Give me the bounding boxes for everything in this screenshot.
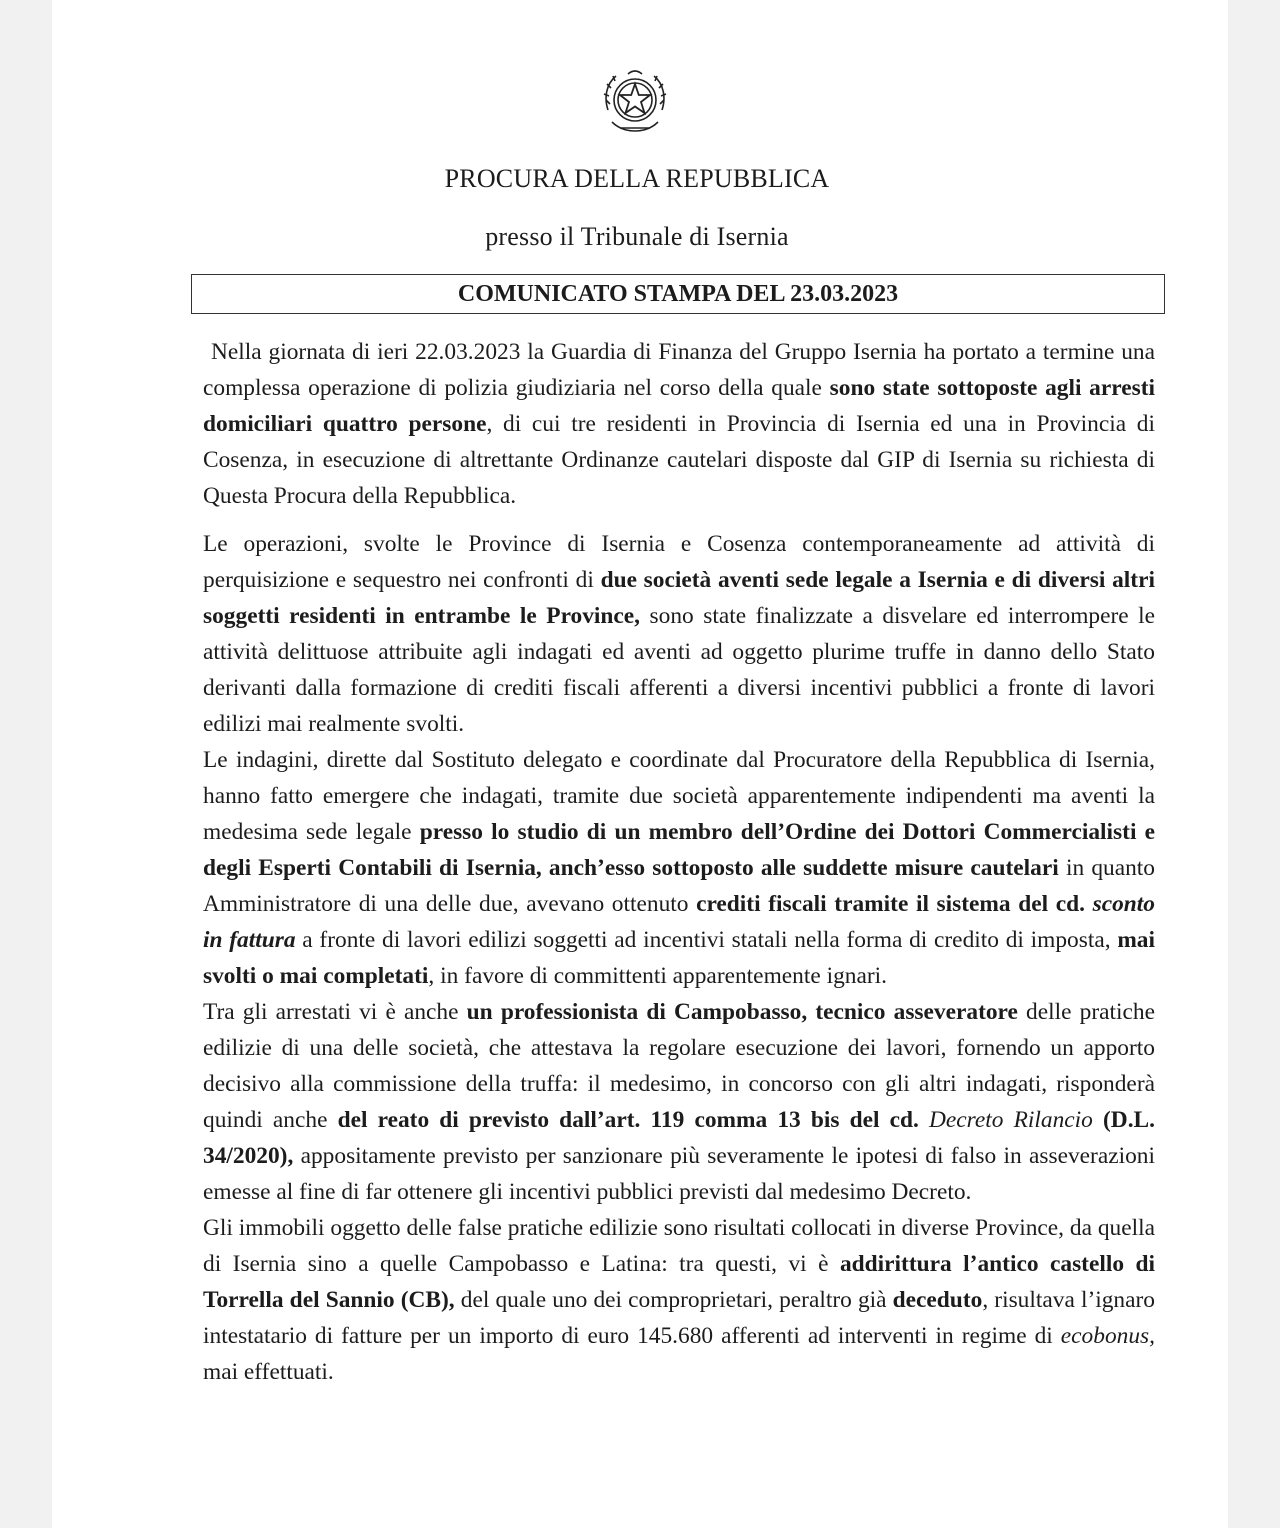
bold-italic-text-run: sconto in fattura <box>203 891 1155 953</box>
text-run: mai effettuati. <box>203 1359 334 1385</box>
text-run: Le operazioni, svolte le Province di Isernia e Cosenza contemporaneamente ad attività di perquisizione e sequestro nei confronti di <box>203 531 1155 593</box>
text-run: Nella giornata di ieri 22.03.2023 la Guardia di Finanza del Gruppo Isernia ha portato a termine una complessa operazione di polizia giudiziaria nel corso della quale <box>203 339 1155 401</box>
paragraph-1 <box>203 334 1155 514</box>
text-run: appositamente previsto per sanzionare più severamente le ipotesi di falso in asseverazioni emesse al fine di far ottenere gli incentivi pubblici previsti dal medesimo Decreto. <box>203 1143 1155 1205</box>
text-run: Le indagini, dirette dal Sostituto delegato e coordinate dal Procuratore della Repubblica di Isernia, hanno fatto emergere che indagati, tramite due società apparentemente indipendenti ma aventi la medesima sede legale <box>203 747 1155 845</box>
bold-text-run: sono state sottoposte agli arresti domiciliari quattro persone <box>203 375 1155 437</box>
italic-text-run: ecobonus, <box>1060 1323 1155 1349</box>
office-title: PROCURA DELLA REPUBBLICA <box>444 164 830 193</box>
text-run: in quanto Amministratore di una delle due, avevano ottenuto <box>203 855 1155 917</box>
paragraph-5 <box>203 1210 1155 1390</box>
court-subtitle: presso il Tribunale di Isernia <box>485 222 789 251</box>
bold-text-run: addirittura l’antico castello di Torrella del Sannio (CB), <box>203 1251 1155 1313</box>
paragraph-4 <box>203 994 1155 1210</box>
bold-text-run: deceduto <box>892 1287 983 1313</box>
text-run: Gli immobili oggetto delle false pratiche edilizie sono risultati collocati in diverse Province, da quella di Isernia sino a quelle Campobasso e Latina: tra questi, vi è <box>203 1215 1155 1277</box>
text-run: , in favore di committenti apparentemente ignari. <box>428 963 887 989</box>
press-release-body <box>203 334 1155 1390</box>
text-run: delle pratiche edilizie di una delle società, che attestava la regolare esecuzione dei lavori, fornendo un apporto decisivo alla commissione della truffa: il medesimo, in concorso con gli altri indagati, risponderà quindi anche <box>203 999 1155 1133</box>
paragraph-2 <box>203 526 1155 742</box>
bold-text-run: del reato di previsto dall’art. 119 comma 13 bis del cd. <box>337 1107 930 1133</box>
bold-text-run: un professionista di Campobasso, tecnico asseveratore <box>466 999 1018 1025</box>
text-run: sono state finalizzate a disvelare ed interrompere le attività delittuose attribuite agli indagati ed aventi ad oggetto plurime truffe in danno dello Stato derivanti dalla formazione di crediti fiscali afferenti a diversi incentivi pubblici a fronte di lavori edilizi mai realmente svolti. <box>203 603 1156 737</box>
text-run: , di cui tre residenti in Provincia di Isernia ed una in Provincia di Cosenza, in esecuzione di altrettante Ordinanze cautelari disposte dal GIP di Isernia su richiesta di Questa Procura della Repubblica. <box>203 411 1156 509</box>
bold-text-run: presso lo studio di un membro dell’Ordine dei Dottori Commercialisti e degli Esperti Contabili di Isernia, anch’esso sottoposto alle suddette misure cautelari <box>203 819 1155 881</box>
document-page <box>52 0 1228 1528</box>
bold-text-run: crediti fiscali tramite il sistema del cd. <box>696 891 1093 917</box>
text-run: a fronte di lavori edilizi soggetti ad incentivi statali nella forma di credito di imposta, <box>295 927 1118 953</box>
text-run: , risultava l’ignaro intestatario di fatture per un importo di euro 145.680 afferenti ad interventi in regime di <box>203 1287 1155 1349</box>
italic-text-run: Decreto Rilancio <box>929 1107 1093 1133</box>
bold-text-run: due società aventi sede legale a Isernia e di diversi altri soggetti residenti in entrambe le Province, <box>203 567 1155 629</box>
paragraph-3 <box>203 742 1155 994</box>
text-run: del quale uno dei comproprietari, peraltro già <box>454 1287 893 1313</box>
text-run: Tra gli arrestati vi è anche <box>203 999 467 1025</box>
bold-text-run: mai svolti o mai completati <box>203 927 1155 989</box>
press-release-title: COMUNICATO STAMPA DEL 23.03.2023 <box>191 274 1165 314</box>
italian-republic-emblem-icon <box>598 64 672 140</box>
bold-text-run: (D.L. 34/2020), <box>203 1107 1155 1169</box>
